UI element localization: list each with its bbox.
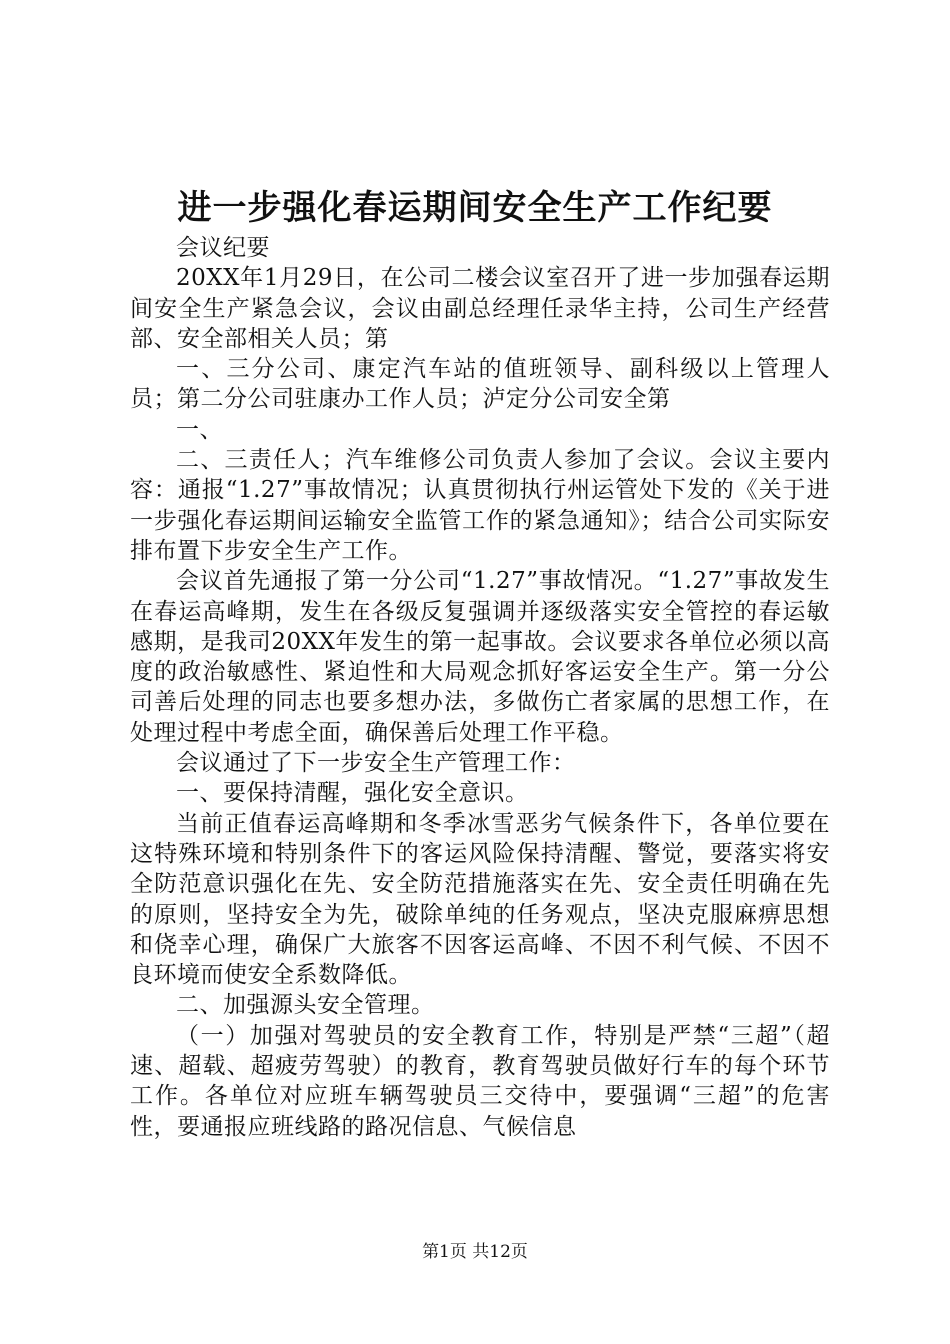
paragraph-section-2-item-1: （一）加强对驾驶员的安全教育工作，特别是严禁“三超”（超速、超载、超疲劳驾驶）的教育，教育驾驶员做好行车的每个环节工作。各单位对应班车辆驾驶员三交待中，要强调“三超”的危害性，要通报应班线路的路况信息、气候信息 (130, 1022, 830, 1140)
document-title: 进一步强化春运期间安全生产工作纪要 (177, 188, 773, 228)
paragraph-main-content: 二、三责任人；汽车维修公司负责人参加了会议。会议主要内容：通报“1.27”事故情况；认真贯彻执行州运管处下发的《关于进一步强化春运期间运输安全监管工作的紧急通知》；结合公司实际安排布置下步安全生产工作。 (130, 447, 830, 564)
document-body (130, 233, 830, 1142)
paragraph-attendees: 一、三分公司、康定汽车站的值班领导、副科级以上管理人员；第二分公司驻康办工作人员；泸定分公司安全第 (130, 356, 830, 413)
paragraph-fragment: 一、 (176, 416, 223, 443)
paragraph-accident-report: 会议首先通报了第一分公司“1.27”事故情况。“1.27”事故发生在春运高峰期，发生在各级反复强调并逐级落实安全管控的春运敏感期，是我司20XX年发生的第一起事故。会议要求各单位必须以高度的政治敏感性、紧迫性和大局观念抓好客运安全生产。第一分公司善后处理的同志也要多想办法，多做伤亡者家属的思想工作，在处理过程中考虑全面，确保善后处理工作平稳。 (130, 568, 830, 746)
paragraph-section-1: 当前正值春运高峰期和冬季冰雪恶劣气候条件下，各单位要在这特殊环境和特别条件下的客运风险保持清醒、警觉，要落实将安全防范意识强化在先、安全防范措施落实在先、安全责任明确在先的原则，坚持安全为先，破除单纯的任务观点，坚决克服麻痹思想和侥幸心理，确保广大旅客不因客运高峰、不因不利气候、不因不良环境而使安全系数降低。 (130, 810, 830, 989)
paragraph-meeting-intro: 20XX年1月29日，在公司二楼会议室召开了进一步加强春运期间安全生产紧急会议，会议由副总经理任录华主持，公司生产经营部、安全部相关人员；第 (130, 265, 830, 352)
page-footer: 第1页 共12页 (422, 1242, 528, 1262)
section-heading-1: 一、要保持清醒，强化安全意识。 (176, 780, 529, 807)
paragraph-meeting-label: 会议纪要 (176, 235, 270, 261)
section-heading-2: 二、加强源头安全管理。 (176, 992, 435, 1019)
paragraph-next-steps: 会议通过了下一步安全生产管理工作： (176, 750, 576, 777)
